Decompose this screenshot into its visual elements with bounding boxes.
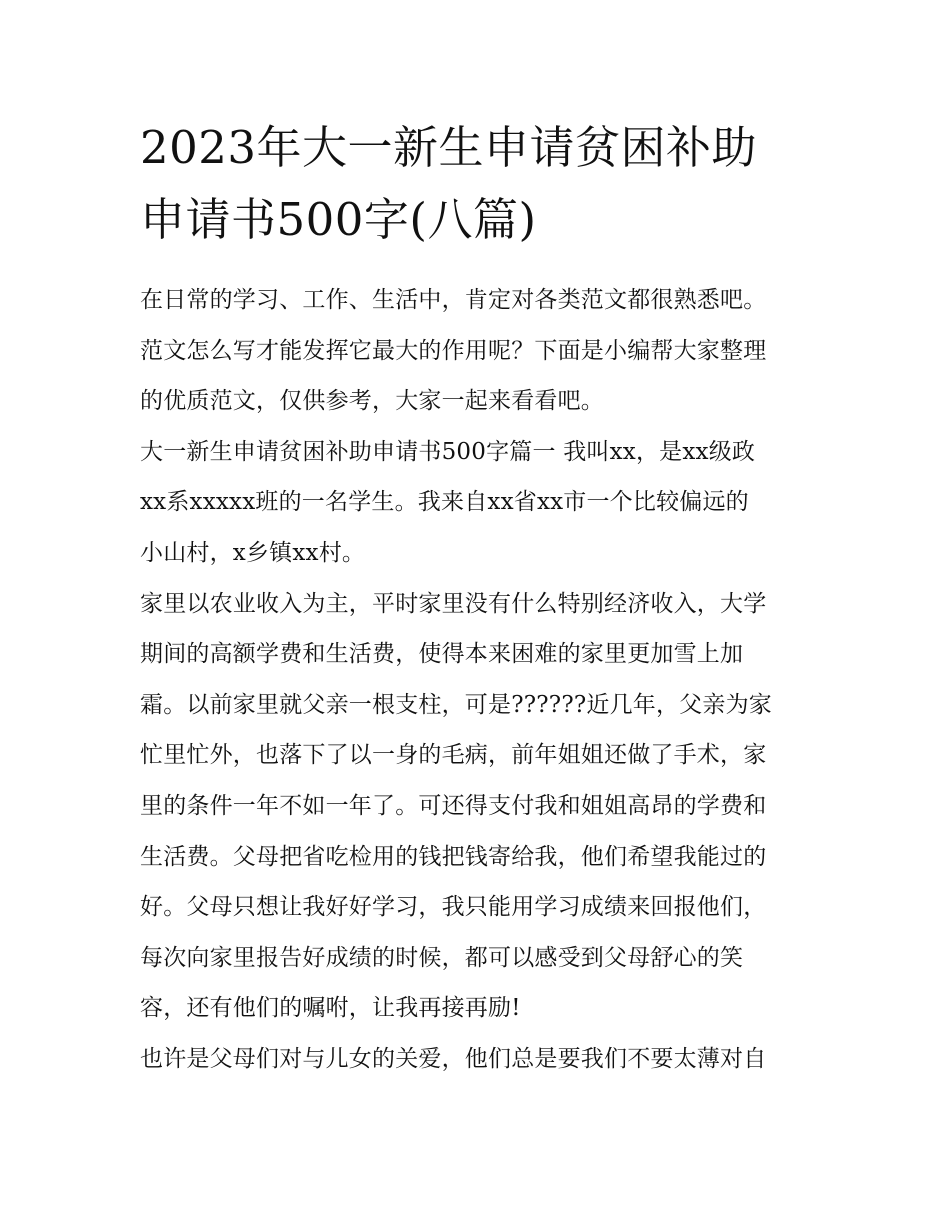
title-line-2: 申请书500字(八篇) bbox=[140, 193, 537, 246]
body-line: 家里以农业收入为主，平时家里没有什么特别经济收入，大学 bbox=[140, 590, 767, 617]
body-line: 生活费。父母把省吃检用的钱把钱寄给我，他们希望我能过的 bbox=[140, 843, 767, 870]
body-line: 霜。以前家里就父亲一根支柱，可是??????近几年，父亲为家 bbox=[140, 691, 772, 718]
document-title bbox=[140, 112, 820, 256]
body-line: 期间的高额学费和生活费，使得本来困难的家里更加雪上加 bbox=[140, 641, 744, 668]
body-line: 的优质范文，仅供参考，大家一起来看看吧。 bbox=[140, 388, 604, 415]
body-line: 小山村，x乡镇xx村。 bbox=[140, 539, 366, 566]
body-line: 在日常的学习、工作、生活中，肯定对各类范文都很熟悉吧。 bbox=[140, 287, 767, 313]
body-line: 好。父母只想让我好好学习，我只能用学习成绩来回报他们， bbox=[140, 894, 767, 921]
title-line-1: 2023年大一新生申请贫困补助 bbox=[140, 121, 758, 174]
body-line: 容，还有他们的嘱咐，让我再接再励! bbox=[140, 995, 521, 1022]
body-line: 范文怎么写才能发挥它最大的作用呢？下面是小编帮大家整理 bbox=[140, 337, 767, 364]
body-line: 里的条件一年不如一年了。可还得支付我和姐姐高昂的学费和 bbox=[140, 792, 767, 819]
body-line: 大一新生申请贫困补助申请书500字篇一 我叫xx，是xx级政 bbox=[140, 438, 756, 465]
document-body bbox=[140, 277, 820, 1087]
body-line: 每次向家里报告好成绩的时候，都可以感受到父母舒心的笑 bbox=[140, 944, 744, 971]
body-line: xx系xxxxx班的一名学生。我来自xx省xx市一个比较偏远的 bbox=[140, 489, 749, 516]
body-line: 忙里忙外，也落下了以一身的毛病，前年姐姐还做了手术，家 bbox=[140, 742, 767, 769]
body-line: 也许是父母们对与儿女的关爱，他们总是要我们不要太薄对自 bbox=[140, 1045, 767, 1072]
